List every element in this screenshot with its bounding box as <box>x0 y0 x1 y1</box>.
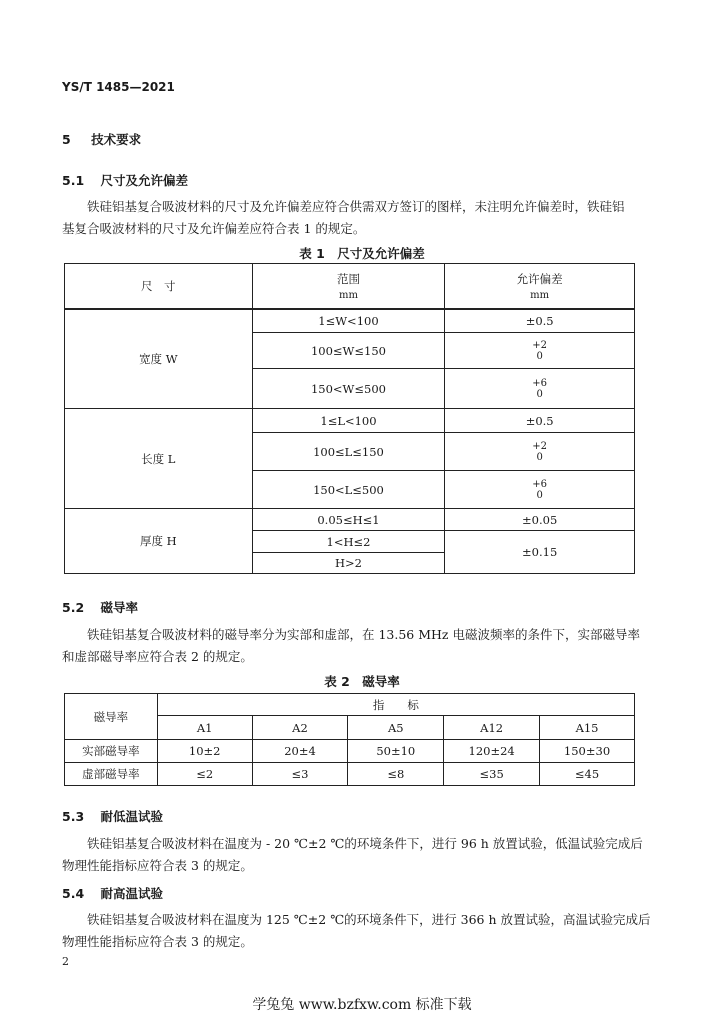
grade-cell: A12 <box>444 716 540 740</box>
section-5-1-paragraph <box>62 196 662 240</box>
table-row <box>65 740 635 763</box>
tolerance-cell <box>445 471 635 509</box>
section-5-3-paragraph <box>62 833 662 877</box>
value-cell: ≤35 <box>444 763 540 786</box>
range-cell: 1≤L<100 <box>252 409 445 433</box>
paragraph-line: 和虚部磁导率应符合表 2 的规定。 <box>62 649 253 664</box>
table-row <box>65 409 635 433</box>
tolerance-cell: ±0.5 <box>445 409 635 433</box>
page-number: 2 <box>62 955 69 968</box>
range-cell: 150<L≤500 <box>252 471 445 509</box>
tolerance-cell <box>445 333 635 369</box>
value-cell: ≤2 <box>157 763 252 786</box>
range-cell: 1<H≤2 <box>252 531 445 553</box>
tolerance-cell: ±0.5 <box>445 309 635 333</box>
value-cell: 50±10 <box>348 740 444 763</box>
table-header-row <box>65 694 635 716</box>
header-tolerance <box>445 264 635 309</box>
grade-cell: A1 <box>157 716 252 740</box>
header-index: 指 标 <box>157 694 634 716</box>
section-5-heading <box>62 130 141 148</box>
section-number: 5.4 <box>62 886 85 901</box>
header-range-unit: mm <box>338 289 358 301</box>
section-title: 技术要求 <box>91 132 142 147</box>
section-number: 5.3 <box>62 809 85 824</box>
range-cell: 150<W≤500 <box>252 369 445 409</box>
section-title: 磁导率 <box>100 600 139 615</box>
tolerance-lower: 0 <box>536 350 543 362</box>
value-cell: ≤3 <box>252 763 348 786</box>
section-5-2-heading <box>62 598 138 616</box>
section-5-4-paragraph <box>62 909 662 953</box>
table-header-row <box>65 264 635 309</box>
tolerance-upper: +2 <box>532 339 548 351</box>
tolerance-upper: +6 <box>532 478 548 490</box>
header-permeability: 磁导率 <box>65 694 158 740</box>
paragraph-line: 基复合吸波材料的尺寸及允许偏差应符合表 1 的规定。 <box>62 221 366 236</box>
paragraph-line: 物理性能指标应符合表 3 的规定。 <box>62 934 253 949</box>
permeability-table <box>64 693 635 786</box>
tolerance-lower: 0 <box>536 489 543 501</box>
value-cell: 120±24 <box>444 740 540 763</box>
header-range <box>252 264 445 309</box>
length-label: 长度 L <box>65 409 253 509</box>
section-number: 5 <box>62 132 71 147</box>
document-code: YS/T 1485—2021 <box>62 80 175 94</box>
paragraph-line: 铁硅铝基复合吸波材料的尺寸及允许偏差应符合供需双方签订的图样，未注明允许偏差时，铁硅铝 <box>87 199 625 214</box>
header-tolerance-unit: mm <box>530 289 550 301</box>
table-row <box>65 309 635 333</box>
dimension-tolerance-table <box>64 263 635 574</box>
tolerance-cell <box>445 433 635 471</box>
header-range-label: 范围 <box>336 271 360 286</box>
table-row <box>65 509 635 531</box>
section-title: 耐高温试验 <box>100 886 164 901</box>
value-cell: 20±4 <box>252 740 348 763</box>
value-cell: ≤8 <box>348 763 444 786</box>
tolerance-cell: ±0.05 <box>445 509 635 531</box>
section-5-2-paragraph <box>62 624 662 668</box>
section-5-4-heading <box>62 884 163 902</box>
section-title: 尺寸及允许偏差 <box>100 173 189 188</box>
range-cell: H>2 <box>252 553 445 574</box>
section-number: 5.2 <box>62 600 85 615</box>
table-1-caption: 表 1 尺寸及允许偏差 <box>299 246 425 261</box>
paragraph-line: 铁硅铝基复合吸波材料在温度为 - 20 ℃±2 ℃的环境条件下，进行 96 h 放置试验，低温试验完成后 <box>87 836 643 851</box>
paragraph-line: 铁硅铝基复合吸波材料在温度为 125 ℃±2 ℃的环境条件下，进行 366 h 放置试验，高温试验完成后 <box>87 912 651 927</box>
range-cell: 1≤W<100 <box>252 309 445 333</box>
header-dimension: 尺 寸 <box>65 264 253 309</box>
tolerance-cell: ±0.15 <box>445 531 635 574</box>
range-cell: 100≤W≤150 <box>252 333 445 369</box>
table-2-caption: 表 2 磁导率 <box>324 674 400 689</box>
table-row <box>65 763 635 786</box>
tolerance-upper: +6 <box>532 377 548 389</box>
real-permeability-label: 实部磁导率 <box>65 740 158 763</box>
tolerance-lower: 0 <box>536 388 543 400</box>
header-tolerance-label: 允许偏差 <box>516 271 563 286</box>
thickness-label: 厚度 H <box>65 509 253 574</box>
footer-watermark: 学兔兔 www.bzfxw.com 标准下载 <box>252 997 472 1013</box>
paragraph-line: 物理性能指标应符合表 3 的规定。 <box>62 858 253 873</box>
grade-cell: A5 <box>348 716 444 740</box>
section-5-3-heading <box>62 807 163 825</box>
range-cell: 0.05≤H≤1 <box>252 509 445 531</box>
section-title: 耐低温试验 <box>100 809 164 824</box>
range-cell: 100≤L≤150 <box>252 433 445 471</box>
value-cell: 10±2 <box>157 740 252 763</box>
value-cell: 150±30 <box>540 740 635 763</box>
tolerance-upper: +2 <box>532 440 548 452</box>
paragraph-line: 铁硅铝基复合吸波材料的磁导率分为实部和虚部，在 13.56 MHz 电磁波频率的条件下，实部磁导率 <box>87 627 640 642</box>
grade-cell: A2 <box>252 716 348 740</box>
section-5-1-heading <box>62 171 188 189</box>
tolerance-lower: 0 <box>536 451 543 463</box>
imag-permeability-label: 虚部磁导率 <box>65 763 158 786</box>
grade-cell: A15 <box>540 716 635 740</box>
value-cell: ≤45 <box>540 763 635 786</box>
section-number: 5.1 <box>62 173 85 188</box>
tolerance-cell <box>445 369 635 409</box>
width-label: 宽度 W <box>65 309 253 409</box>
